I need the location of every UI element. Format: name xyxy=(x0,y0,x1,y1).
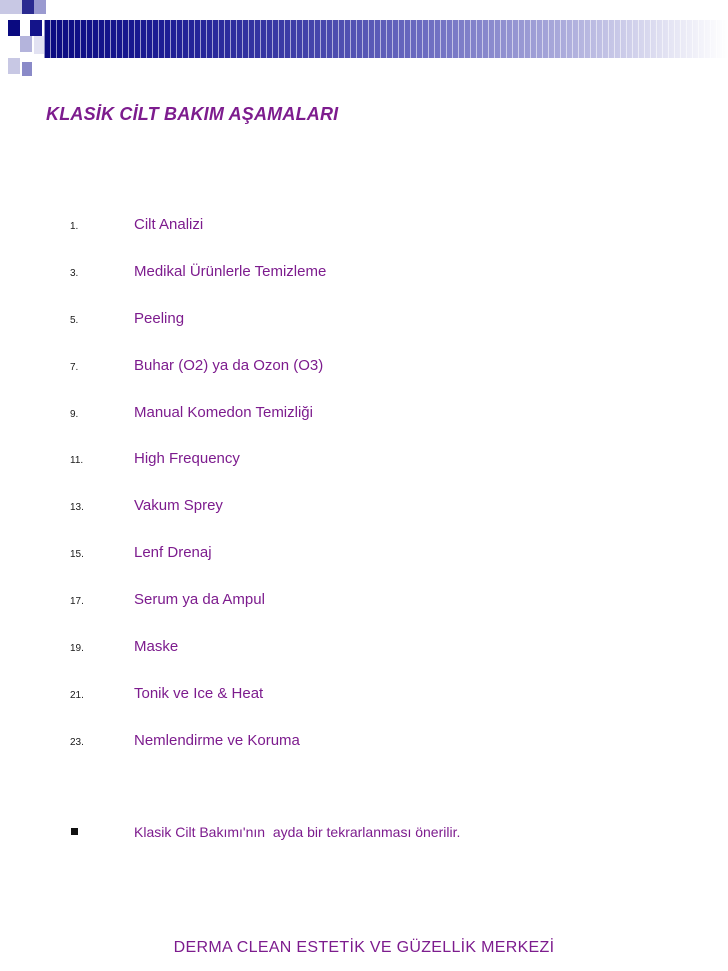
step-label: Serum ya da Ampul xyxy=(134,591,265,609)
decor-square xyxy=(22,0,34,14)
step-number: 3. xyxy=(70,267,79,279)
footer-text xyxy=(0,939,728,957)
page-title: KLASİK CİLT BAKIM AŞAMALARI xyxy=(46,104,339,124)
decor-square xyxy=(0,0,22,14)
decor-square xyxy=(8,20,20,36)
recommendation-text: Klasik Cilt Bakımı'nın ayda bir tekrarlanması önerilir. xyxy=(134,824,461,840)
header-gradient-band xyxy=(44,20,728,58)
step-label: Tonik ve Ice & Heat xyxy=(134,684,264,702)
step-label: Nemlendirme ve Koruma xyxy=(134,731,300,749)
header-decoration xyxy=(0,0,728,80)
recommendation-note xyxy=(0,822,728,846)
step-label: Lenf Drenaj xyxy=(134,544,212,562)
step-label: Buhar (O2) ya da Ozon (O3) xyxy=(134,356,324,374)
decor-square xyxy=(8,58,20,74)
step-number: 15. xyxy=(70,549,84,561)
step-label: Cilt Analizi xyxy=(134,216,204,233)
step-label: High Frequency xyxy=(134,450,240,468)
step-number: 21. xyxy=(70,689,84,701)
step-number: 11. xyxy=(70,455,84,467)
step-number: 5. xyxy=(70,314,79,326)
footer-label: DERMA CLEAN ESTETİK VE GÜZELLİK MERKEZİ xyxy=(173,939,555,956)
step-number: 17. xyxy=(70,596,84,608)
decor-square xyxy=(22,62,32,76)
step-label: Maske xyxy=(134,638,179,656)
step-number: 1. xyxy=(70,221,79,232)
step-number: 23. xyxy=(70,736,84,748)
step-number: 9. xyxy=(70,408,79,420)
decor-square xyxy=(34,0,46,14)
step-label: Peeling xyxy=(134,309,185,327)
decor-square xyxy=(30,20,42,36)
step-label: Medikal Ürünlerle Temizleme xyxy=(134,262,327,280)
step-label: Manual Komedon Temizliği xyxy=(134,403,313,421)
decor-square xyxy=(20,36,32,52)
step-label: Vakum Sprey xyxy=(134,497,223,515)
step-number: 13. xyxy=(70,502,84,514)
step-number: 7. xyxy=(70,361,79,373)
step-number: 19. xyxy=(70,643,84,655)
square-bullet-icon xyxy=(71,828,78,835)
